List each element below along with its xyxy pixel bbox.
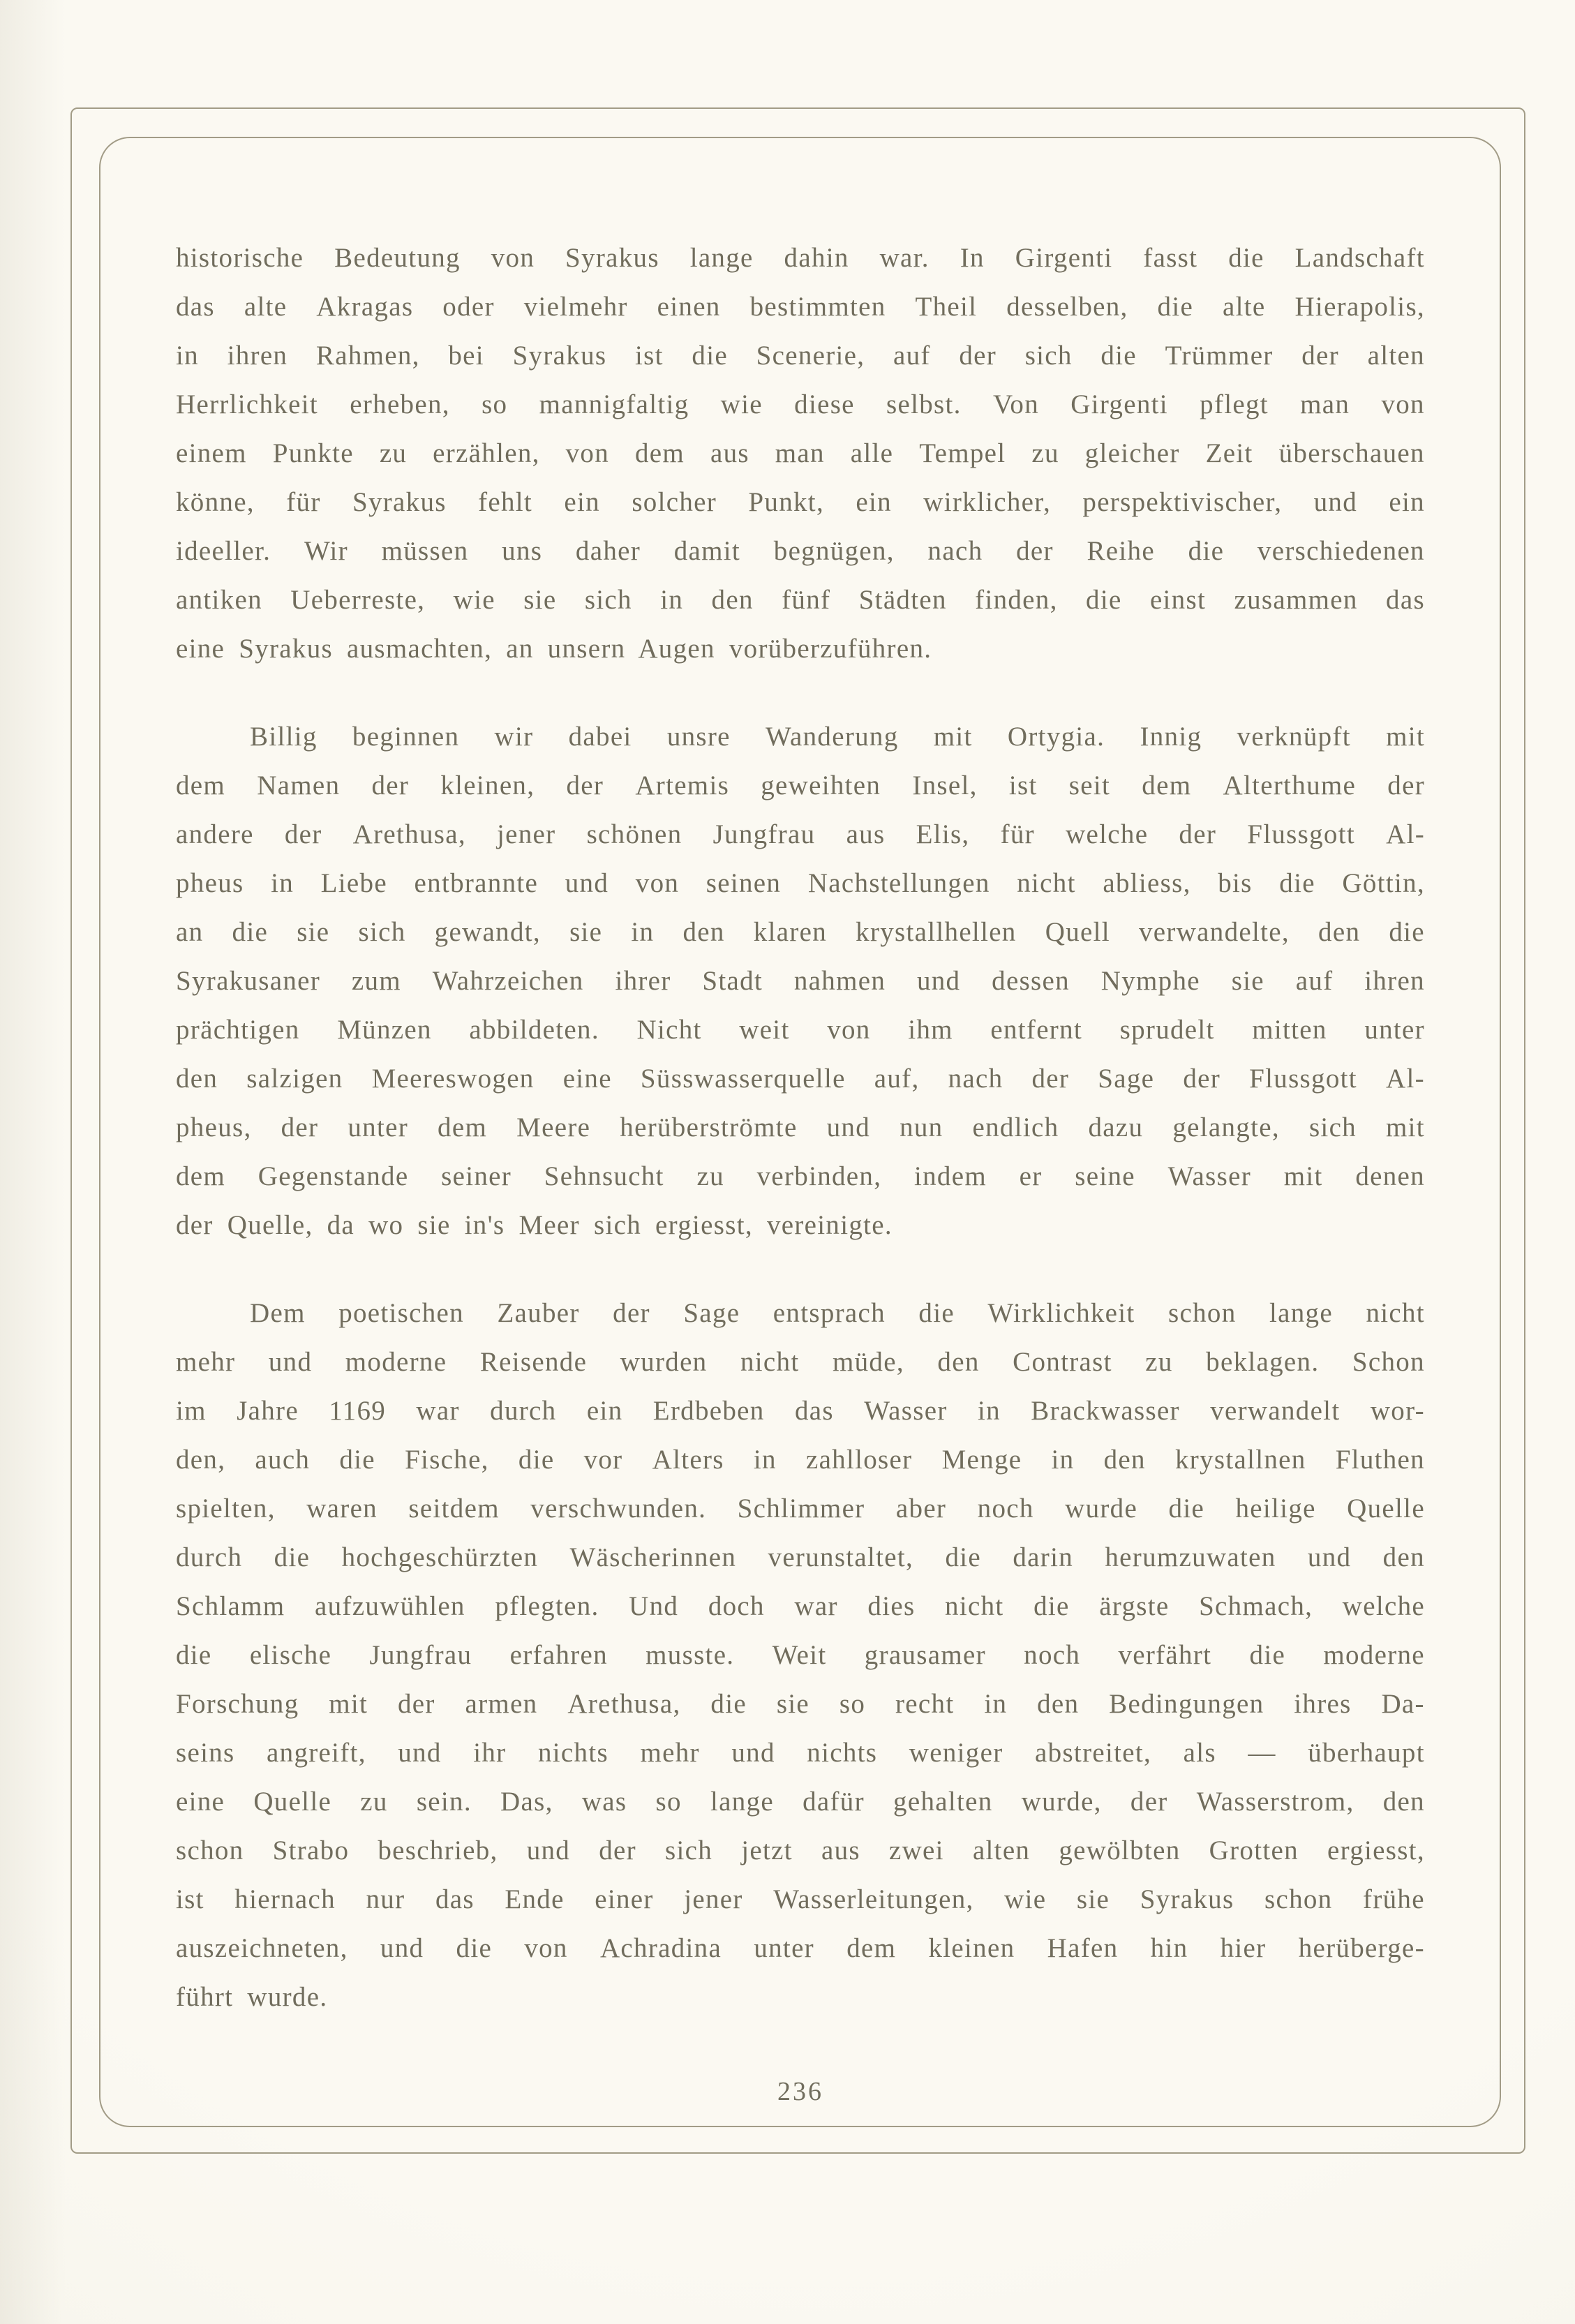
text-line: eine Quelle zu sein. Das, was so lange dafür gehalten wurde, der Wasserstrom, den [176,1787,1425,1817]
text-line: führt wurde. [176,1982,328,2012]
text-line: der Quelle, da wo sie in's Meer sich ergiesst, vereinigte. [176,1210,893,1240]
paragraph [176,1289,1425,2022]
text-line: eine Syrakus ausmachten, an unsern Augen vorüberzuführen. [176,634,932,664]
text-line: pheus in Liebe entbrannte und von seinen Nachstellungen nicht abliess, bis die Göttin, [176,868,1425,898]
text-line: Billig beginnen wir dabei unsre Wanderung mit Ortygia. Innig verknüpft mit [250,722,1425,752]
text-line: Syrakusaner zum Wahrzeichen ihrer Stadt nahmen und dessen Nymphe sie auf ihren [176,966,1425,996]
text-line: ideeller. Wir müssen uns daher damit begnügen, nach der Reihe die verschiedenen [176,536,1425,566]
text-line: dem Gegenstande seiner Sehnsucht zu verbinden, indem er seine Wasser mit denen [176,1161,1425,1191]
text-line: historische Bedeutung von Syrakus lange dahin war. In Girgenti fasst die Landschaft [176,243,1425,273]
text-line: mehr und moderne Reisende wurden nicht müde, den Contrast zu beklagen. Schon [176,1347,1425,1377]
text-line: pheus, der unter dem Meere herüberströmte und nun endlich dazu gelangte, sich mit [176,1112,1425,1142]
text-line: in ihren Rahmen, bei Syrakus ist die Scenerie, auf der sich die Trümmer der alten [176,341,1425,371]
text-line: im Jahre 1169 war durch ein Erdbeben das Wasser in Brackwasser verwandelt wor- [176,1396,1425,1426]
text-line: schon Strabo beschrieb, und der sich jetzt aus zwei alten gewölbten Grotten ergiesst, [176,1835,1425,1865]
text-line: den salzigen Meereswogen eine Süsswasserquelle auf, nach der Sage der Flussgott Al- [176,1064,1425,1094]
text-line: ist hiernach nur das Ende einer jener Wasserleitungen, wie sie Syrakus schon frühe [176,1884,1425,1914]
text-line: den, auch die Fische, die vor Alters in zahlloser Menge in den krystallnen Fluthen [176,1445,1425,1475]
text-line: an die sie sich gewandt, sie in den klaren krystallhellen Quell verwandelte, den die [176,917,1425,947]
text-line: das alte Akragas oder vielmehr einen bestimmten Theil desselben, die alte Hierapolis, [176,292,1425,322]
text-line: die elische Jungfrau erfahren musste. Weit grausamer noch verfährt die moderne [176,1640,1425,1670]
text-line: antiken Ueberreste, wie sie sich in den fünf Städten finden, die einst zusammen das [176,585,1425,615]
page-text [176,234,1425,2106]
text-line: spielten, waren seitdem verschwunden. Schlimmer aber noch wurde die heilige Quelle [176,1494,1425,1524]
text-line: Dem poetischen Zauber der Sage entsprach die Wirklichkeit schon lange nicht [250,1298,1425,1328]
text-line: andere der Arethusa, jener schönen Jungfrau aus Elis, für welche der Flussgott Al- [176,819,1425,849]
text-line: dem Namen der kleinen, der Artemis geweihten Insel, ist seit dem Alterthume der [176,770,1425,800]
text-line: prächtigen Münzen abbildeten. Nicht weit von ihm entfernt sprudelt mitten unter [176,1015,1425,1045]
page-number: 236 [777,2077,823,2106]
paragraph [176,713,1425,1250]
text-line: seins angreift, und ihr nichts mehr und nichts weniger abstreitet, als — überhaupt [176,1738,1425,1768]
text-line: Forschung mit der armen Arethusa, die sie so recht in den Bedingungen ihres Da- [176,1689,1425,1719]
text-line: Schlamm aufzuwühlen pflegten. Und doch war dies nicht die ärgste Schmach, welche [176,1591,1425,1621]
scan-edge-shading [0,0,77,2324]
text-line: auszeichneten, und die von Achradina unter dem kleinen Hafen hin hier herüberge- [176,1933,1425,1963]
paragraph [176,234,1425,673]
text-line: durch die hochgeschürzten Wäscherinnen verunstaltet, die darin herumzuwaten und den [176,1542,1425,1572]
text-line: könne, für Syrakus fehlt ein solcher Punkt, ein wirklicher, perspektivischer, und ein [176,487,1425,517]
text-line: einem Punkte zu erzählen, von dem aus man alle Tempel zu gleicher Zeit überschauen [176,438,1425,468]
text-line: Herrlichkeit erheben, so mannigfaltig wie diese selbst. Von Girgenti pflegt man von [176,389,1425,419]
